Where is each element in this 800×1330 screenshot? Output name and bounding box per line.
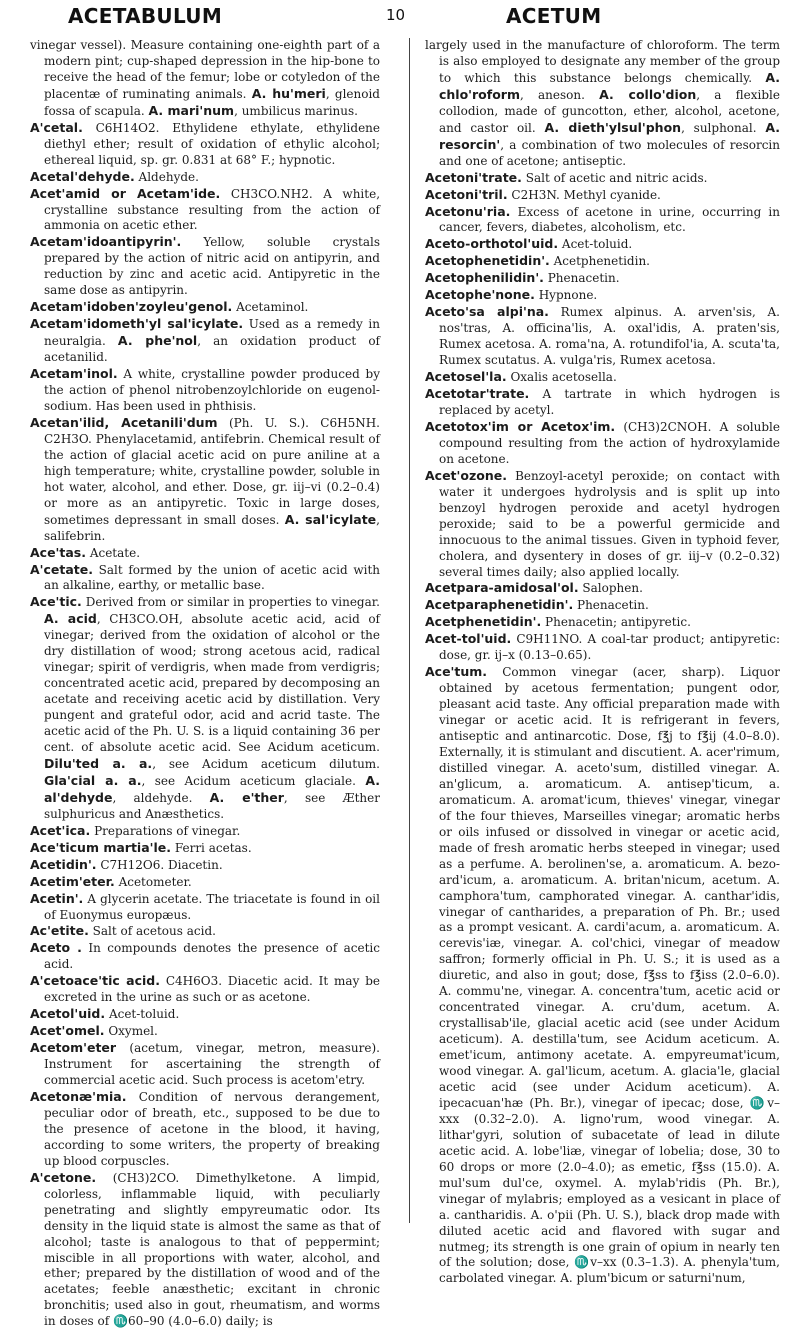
dictionary-entry: Acetam'idometh'yl sal'icylate. Used as a remedy in neuralgia. A. phe'nol, an oxidation product of acetanilid. xyxy=(30,316,380,365)
dictionary-entry: Acetim'eter. Acetometer. xyxy=(30,873,192,889)
header-left-word: ACETABULUM xyxy=(68,4,223,28)
dictionary-entry: Aceto'sa alpi'na. Rumex alpinus. A. arven'sis, A. nos'tras, A. officina'lis, A. oxal'idis, A. praten'sis, Rumex acetosa. A. roma'na, A. rotundifol'ia, A. scuta'ta, Rumex scutatus. A. vulga'ris, Rumex acetosa. xyxy=(425,304,780,368)
dictionary-entry: Acetin'. A glycerin acetate. The triacetate is found in oil of Euonymus europæus. xyxy=(30,890,380,922)
dictionary-entry: Acetal'dehyde. Aldehyde. xyxy=(30,168,199,184)
running-header xyxy=(0,0,800,34)
dictionary-entry: vinegar vessel). Measure containing one-eighth part of a modern pint; cup-shaped depression in the hip-bone to receive the head of the femur; lobe or cotyledon of the placentæ of ruminating animals. A. hu'meri, glenoid fossa of scapula. A. mari'num, umbilicus marinus. xyxy=(30,38,380,118)
dictionary-entry: Acetoni'trate. Salt of acetic and nitric acids. xyxy=(425,169,708,185)
dictionary-entry: Aceto . In compounds denotes the presence of acetic acid. xyxy=(30,940,380,972)
column-divider xyxy=(409,38,410,1223)
right-column xyxy=(425,38,780,1287)
dictionary-entry: Acetidin'. C7H12O6. Diacetin. xyxy=(30,856,223,872)
page-number: 10 xyxy=(386,6,406,24)
dictionary-entry: Acetam'inol. A white, crystalline powder produced by the action of phenol nitrobenzoylchloride on eugenol-sodium. Has been used in phthisis. xyxy=(30,366,380,413)
dictionary-entry: Acetophenetidin'. Acetphenetidin. xyxy=(425,253,650,269)
dictionary-entry: Acet'omel. Oxymel. xyxy=(30,1023,158,1039)
dictionary-entry: Acetonu'ria. Excess of acetone in urine, occurring in cancer, fevers, diabetes, alcoholism, etc. xyxy=(425,203,780,235)
dictionary-entry: Acetam'idoantipyrin'. Yellow, soluble crystals prepared by the action of nitric acid on antipyrin, and reduction by zinc and acetic acid. Antipyretic in the same dose as antipyrin. xyxy=(30,234,380,298)
dictionary-entry: Acetonæ'mia. Condition of nervous derangement, peculiar odor of breath, etc., supposed to be due to the presence of acetone in the blood, it having, according to some writers, the property of breaking up blood corpuscles. xyxy=(30,1089,380,1168)
dictionary-entry: Ace'tas. Acetate. xyxy=(30,544,141,560)
dictionary-entry: Ace'tum. Common vinegar (acer, sharp). Liquor obtained by acetous fermentation; pungent odor, pleasant acid taste. Any official preparation made with vinegar or acetic acid. It is refrigerant in fevers, antiseptic and antinarcotic. Dose, f℥j to f℥ij (4.0–8.0). Externally, it is stimulant and discutient. A. acer'rimum, distilled vinegar. A. aceto'sum, distilled vinegar. A. an'glicum, a. aromaticum. A. antisep'ticum, a. aromaticum. A. aromat'icum, thieves' vinegar, vinegar of the four thieves, Marseilles vinegar; aromatic herbs or oils infused or dissolved in vinegar or acetic acid, made of fresh aromatic herbs steeped in vinegar; used as a perfume. A. berolinen'se, a. aromaticum. A. bezo-ard'icum, a. aromaticum. A. britan'nicum, acetum. A. camphora'tum, camphorated vinegar. A. canthar'idis, vinegar of cantharides, a preparation of Ph. Br.; used as a prompt vesicant. A. cardi'acum, a. aromaticum. A. cerevis'iæ, vinegar. A. col'chici, vinegar of meadow saffron; formerly official in Ph. U. S.; it is used as a diuretic, and also in gout; dose, f℥ss to f℥iss (2.0–6.0). A. commu'ne, vinegar. A. concentra'tum, acetic acid or concentrated vinegar. A. cru'dum, acetum. A. crystallisab'ile, glacial acetic acid (see under Acidum aceticum). A. destilla'tum, see Acidum aceticum. A. emet'icum, antimony acetate. A. empyreumat'icum, wood vinegar. A. gal'licum, acetum. A. glacia'le, glacial acetic acid (see under Acidum aceticum). A. ipecacuan'hæ (Ph. Br.), vinegar of ipecac; dose, ♏v–xxx (0.32–2.0). A. ligno'rum, wood vinegar. A. lithar'gyri, solution of subacetate of lead in dilute acetic acid. A. lobe'liæ, vinegar of lobelia; dose, 30 to 60 drops or more (2.0–4.0); as emetic, f℥ss (15.0). A. mul'sum dul'ce, oxymel. A. mylab'ridis (Ph. Br.), vinegar of mylabris; employed as a vesicant in place of a. cantharidis. A. o'pii (Ph. U. S.), black drop made with diluted acetic acid and flavored with sugar and nutmeg; its strength is one grain of opium in nearly ten of the solution; dose, ♏v–xx (0.3–1.3). A. phenyla'tum, carbolated vinegar. A. plum'bicum or saturni'num, xyxy=(425,664,780,1286)
dictionary-entry: Acetol'uid. Acet-toluid. xyxy=(30,1006,180,1022)
dictionary-entry: Ac'etite. Salt of acetous acid. xyxy=(30,923,216,939)
left-column xyxy=(30,38,380,1330)
dictionary-entry: Acetophenilidin'. Phenacetin. xyxy=(425,270,620,286)
dictionary-entry: Acetphenetidin'. Phenacetin; antipyretic. xyxy=(425,614,691,630)
dictionary-entry: Acetotox'im or Acetox'im. (CH3)2CNOH. A soluble compound resulting from the action of hydroxylamide on acetone. xyxy=(425,418,780,466)
dictionary-entry: A'cetoace'tic acid. C4H6O3. Diacetic acid. It may be excreted in the urine as such or as acetone. xyxy=(30,973,381,1005)
dictionary-entry: Acetoni'tril. C2H3N. Methyl cyanide. xyxy=(425,186,661,202)
dictionary-entry: Ace'ticum martia'le. Ferri acetas. xyxy=(30,839,252,855)
dictionary-entry: largely used in the manufacture of chloroform. The term is also employed to designate any member of the group to which this substance belongs chemically. A. chlo'roform, aneson. A. collo'dion, a flexible collodion, made of guncotton, ether, alcohol, acetone, and castor oil. A. dieth'ylsul'phon, sulphonal. A. resorcin', a combination of two molecules of resorcin and one of acetone; antiseptic. xyxy=(425,38,780,168)
dictionary-entry: Acet-tol'uid. C9H11NO. A coal-tar product; antipyretic: dose, gr. ij–x (0.13–0.65). xyxy=(425,631,780,663)
dictionary-entry: Acetpara-amidosal'ol. Salophen. xyxy=(425,580,643,596)
dictionary-entry: A'cetal. C6H14O2. Ethylidene ethylate, ethylidene diethyl ether; result of oxidation of ethylic alcohol; ethereal liquid, sp. gr. 0.831 at 68° F.; hypnotic. xyxy=(30,119,380,167)
dictionary-entry: Acetom'eter (acetum, vinegar, metron, measure). Instrument for ascertaining the strength of commercial acetic acid. Such process is acetom'etry. xyxy=(30,1040,380,1088)
dictionary-entry: Acetosel'la. Oxalis acetosella. xyxy=(425,369,617,385)
dictionary-entry: A'cetone. (CH3)2CO. Dimethylketone. A limpid, colorless, inflammable liquid, with peculiarly penetrating and slightly empyreumatic odor. Its density in the liquid state is almost the same as that of alcohol; taste is analogous to that of peppermint; miscible in all proportions with water, alcohol, and ether; prepared by the distillation of wood and of the acetates; feeble anæsthetic; excitant in chronic bronchitis; used also in gout, rheumatism, and worms in doses of ♏60–90 (4.0–6.0) daily; is xyxy=(30,1169,380,1329)
header-right-word: ACETUM xyxy=(506,4,602,28)
dictionary-entry: Acetparaphenetidin'. Phenacetin. xyxy=(425,597,649,613)
dictionary-entry: Acetan'ilid, Acetanili'dum (Ph. U. S.). C6H5NH. C2H3O. Phenylacetamid, antifebrin. Chemical result of the action of glacial acetic acid on pure aniline at a high temperature; white, crystalline powder, soluble in hot water, alcohol, and ether. Dose, gr. iij–vi (0.2–0.4) or more as an antipyretic. Toxic in large doses, sometimes depressant in small doses. A. sal'icylate, salifebrin. xyxy=(30,414,381,543)
dictionary-entry: A'cetate. Salt formed by the union of acetic acid with an alkaline, earthy, or metallic base. xyxy=(30,561,380,593)
dictionary-entry: Acetam'idoben'zoyleu'genol. Acetaminol. xyxy=(30,299,309,315)
dictionary-entry: Acet'ica. Preparations of vinegar. xyxy=(30,822,241,838)
dictionary-entry: Acet'amid or Acetam'ide. CH3CO.NH2. A white, crystalline substance resulting from the action of ammonia on acetic ether. xyxy=(30,185,381,233)
dictionary-entry: Ace'tic. Derived from or similar in properties to vinegar. A. acid, CH3CO.OH, absolute acetic acid, acid of vinegar; derived from the oxidation of alcohol or the dry distillation of wood; strong acetous acid, radical vinegar; spirit of verdigris, when made from verdigris; concentrated acetic acid, prepared by decomposing an acetate and receiving acetic acid by distillation. Very pungent and grateful odor, acid and acrid taste. The acetic acid of the Ph. U. S. is a liquid containing 36 per cent. of absolute acetic acid. See Acidum aceticum. Dilu'ted a. a., see Acidum aceticum dilutum. Gla'cial a. a., see Acidum aceticum glaciale. A. al'dehyde, aldehyde. A. e'ther, see Æther sulphuricus and Anæsthetics. xyxy=(30,594,380,821)
dictionary-entry: Acetotar'trate. A tartrate in which hydrogen is replaced by acetyl. xyxy=(425,386,780,417)
dictionary-entry: Acetophe'none. Hypnone. xyxy=(425,287,598,303)
dictionary-entry: Acet'ozone. Benzoyl-acetyl peroxide; on contact with water it undergoes hydrolysis and is split up into benzoyl hydrogen peroxide and acetyl hydrogen peroxide; said to be a powerful germicide and innocuous to the animal tissues. Given in typhoid fever, cholera, and dysentery in doses of gr. iij–v (0.2–0.32) several times daily; also applied locally. xyxy=(425,467,780,579)
dictionary-entry: Aceto-orthotol'uid. Acet-toluid. xyxy=(425,236,633,252)
